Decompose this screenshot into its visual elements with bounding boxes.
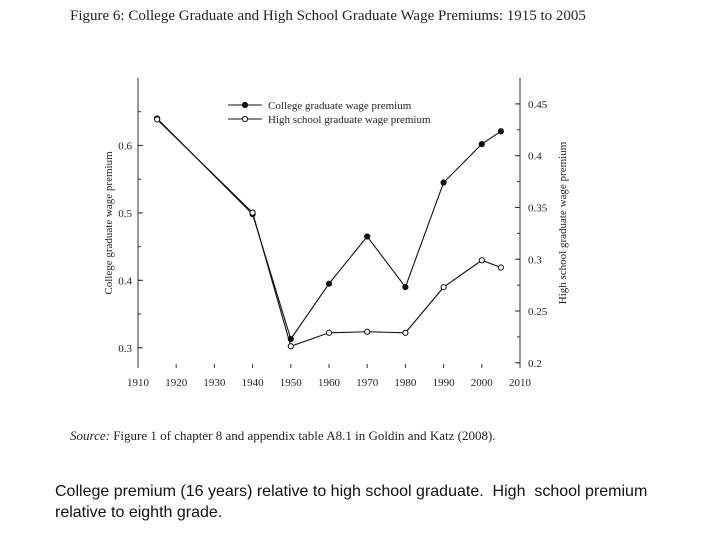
x-axis-tick-label: 1950 bbox=[279, 377, 302, 389]
x-axis-tick-label: 1930 bbox=[203, 377, 226, 389]
highschool-data-point bbox=[326, 330, 331, 335]
left-axis-title: College graduate wage premium bbox=[103, 151, 115, 295]
legend-label: High school graduate wage premium bbox=[268, 114, 431, 126]
highschool-data-point bbox=[288, 344, 293, 349]
x-axis-tick-label: 1980 bbox=[394, 377, 417, 389]
x-axis-tick-label: 1960 bbox=[318, 377, 340, 389]
college-data-point bbox=[365, 234, 370, 239]
right-axis-tick-label: 0.3 bbox=[528, 254, 542, 267]
slide-caption: College premium (16 years) relative to high school graduate. High school premium relative to eighth grade. bbox=[55, 483, 652, 521]
college-data-point bbox=[441, 180, 446, 185]
highschool-data-point bbox=[403, 330, 408, 335]
right-axis-tick-label: 0.2 bbox=[528, 357, 542, 370]
legend-marker bbox=[242, 116, 247, 121]
college-series-line bbox=[157, 118, 501, 339]
chart-title: Figure 6: College Graduate and High School Graduate Wage Premiums: 1915 to 2005 bbox=[70, 8, 586, 24]
legend-marker bbox=[242, 102, 247, 107]
right-axis-tick-label: 0.4 bbox=[528, 150, 542, 163]
x-axis-tick-label: 1970 bbox=[356, 377, 379, 389]
x-axis-tick-label: 1920 bbox=[165, 377, 188, 389]
x-axis-tick-label: 1940 bbox=[241, 377, 264, 389]
source-text: Figure 1 of chapter 8 and appendix table A8.1 in Goldin and Katz (2008). bbox=[109, 428, 496, 443]
legend-label: College graduate wage premium bbox=[268, 100, 412, 112]
highschool-data-point bbox=[250, 210, 255, 215]
left-axis-tick-label: 0.6 bbox=[118, 140, 132, 153]
college-data-point bbox=[403, 284, 408, 289]
source-note bbox=[70, 428, 496, 444]
right-axis-title: High school graduate wage premium bbox=[557, 141, 569, 305]
right-axis-tick-label: 0.25 bbox=[528, 306, 548, 319]
right-axis-tick-label: 0.35 bbox=[528, 202, 548, 215]
x-axis-tick-label: 1990 bbox=[432, 377, 455, 389]
right-axis-tick-label: 0.45 bbox=[528, 98, 548, 111]
x-axis-tick-label: 2010 bbox=[509, 377, 531, 389]
highschool-data-point bbox=[441, 285, 446, 290]
college-data-point bbox=[498, 129, 503, 134]
source-label: Source: bbox=[70, 428, 110, 443]
left-axis-tick-label: 0.5 bbox=[118, 207, 132, 220]
highschool-data-point bbox=[365, 329, 370, 334]
left-axis-tick-label: 0.3 bbox=[118, 342, 132, 355]
highschool-data-point bbox=[498, 265, 503, 270]
highschool-data-point bbox=[479, 258, 484, 263]
highschool-series-line bbox=[157, 119, 501, 346]
college-data-point bbox=[326, 281, 331, 286]
x-axis-tick-label: 1910 bbox=[127, 377, 149, 389]
x-axis-tick-label: 2000 bbox=[470, 377, 493, 389]
highschool-data-point bbox=[155, 117, 160, 122]
left-axis-tick-label: 0.4 bbox=[118, 275, 132, 288]
college-data-point bbox=[479, 141, 484, 146]
